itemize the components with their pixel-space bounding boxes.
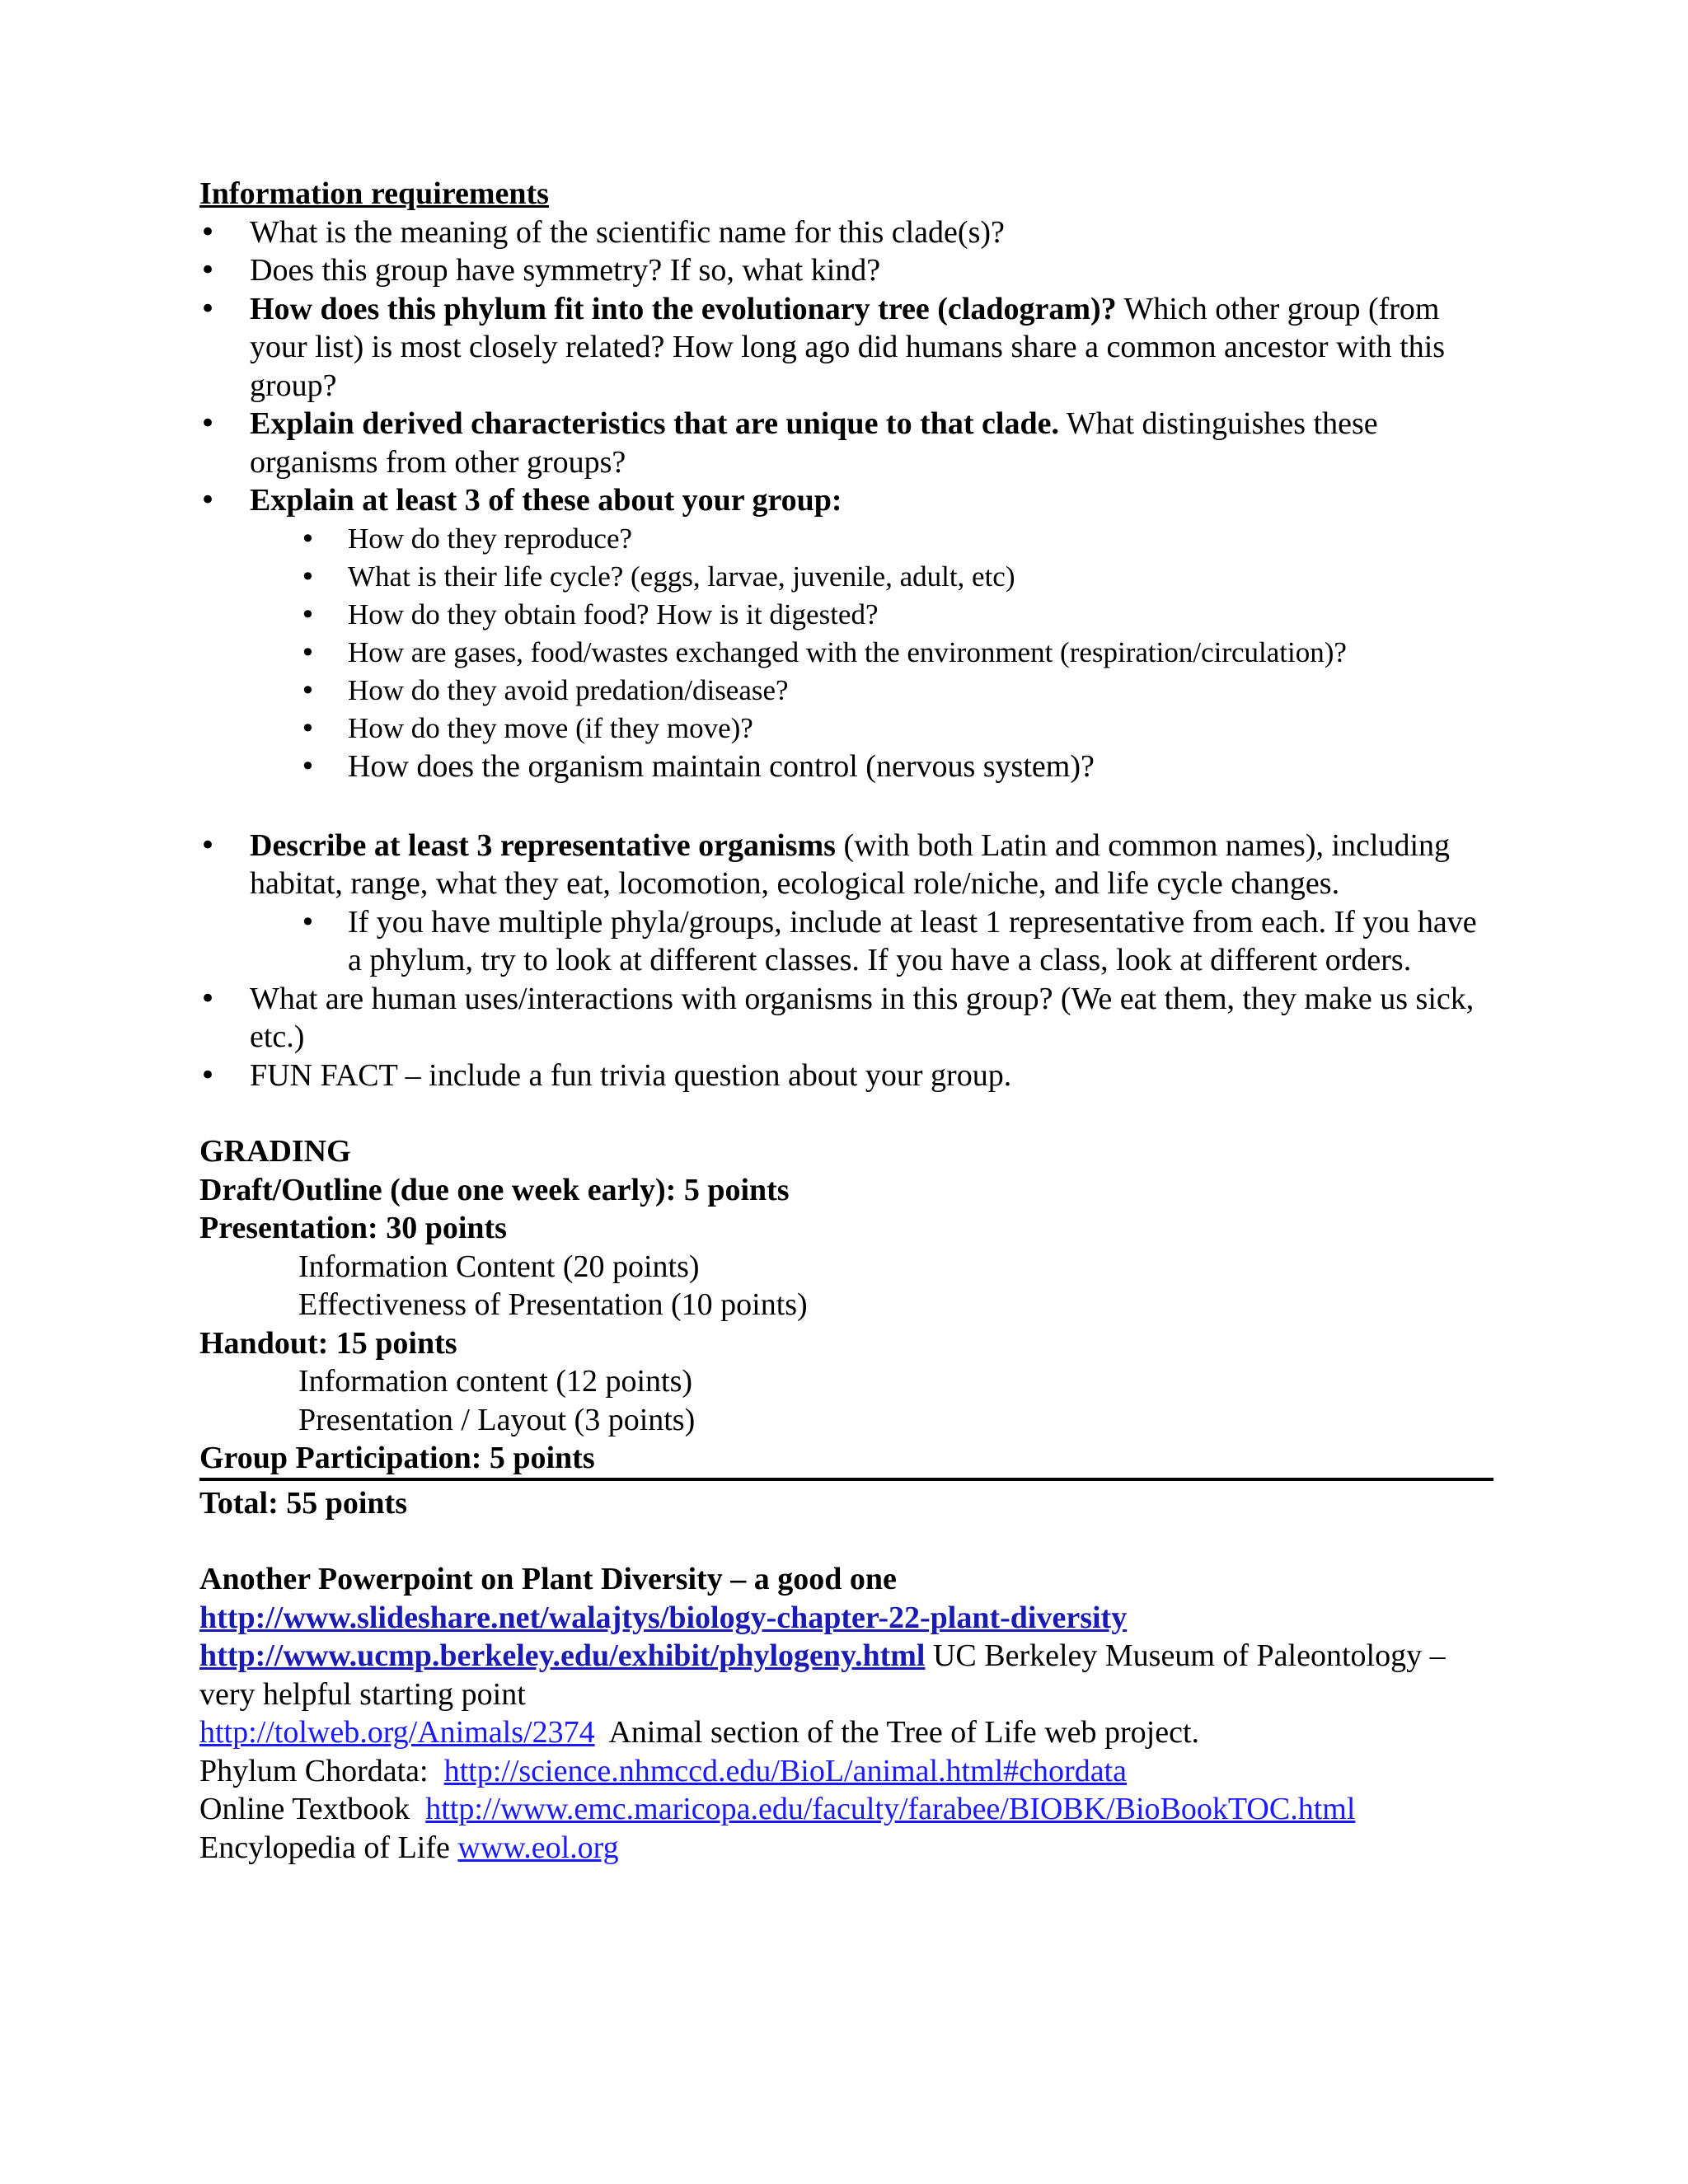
- info-bullet-list: [199, 213, 1493, 520]
- sub-list-item: • How do they obtain food? How is it digested?: [199, 596, 1493, 634]
- bullet-bold-text: Explain at least 3 of these about your group:: [250, 483, 842, 518]
- sub-bullet-list: [199, 520, 1493, 785]
- list-item: [199, 980, 1493, 1057]
- spacer: [199, 1522, 1493, 1560]
- document-page: [199, 175, 1493, 1867]
- grading-presentation: Presentation: 30 points: [199, 1211, 507, 1245]
- sub-list-item: • How do they reproduce?: [199, 520, 1493, 558]
- bullet-bold-text: Explain derived characteristics that are unique to that clade.: [250, 406, 1059, 441]
- bullet-text: (with both Latin and common names), including habitat, range, what they eat, locomotion, ecological role/niche, and life cycle changes.: [250, 827, 1451, 901]
- extra-bullet-list: [199, 980, 1493, 1095]
- bullet-text: Which other group (from your list) is most closely related? How long ago did humans share a common ancestor with this group?: [250, 291, 1446, 403]
- list-item: [199, 827, 1493, 903]
- organisms-sub-list: [199, 903, 1493, 980]
- list-item: [199, 481, 1493, 520]
- grading-presentation-item: Effectiveness of Presentation (10 points): [298, 1287, 808, 1322]
- bullet-text: What are human uses/interactions with organisms in this group? (We eat them, they make us sick, etc.): [250, 981, 1475, 1054]
- organisms-bullet-list: [199, 827, 1493, 903]
- sub-list-item: • How do they avoid predation/disease?: [199, 672, 1493, 710]
- resource-desc-ucmp: UC Berkeley Museum of Paleontology – very helpful starting point: [199, 1638, 1446, 1712]
- bullet-text: What is the meaning of the scientific name for this clade(s)?: [250, 214, 1005, 250]
- bullet-text: What distinguishes these organisms from other groups?: [250, 406, 1378, 480]
- sub-list-item: • How does the organism maintain control (nervous system)?: [199, 748, 1493, 785]
- spacer: [199, 1094, 1493, 1132]
- resources-heading: Another Powerpoint on Plant Diversity – a good one: [199, 1562, 897, 1596]
- sub-list-item: • What is their life cycle? (eggs, larvae, juvenile, adult, etc): [199, 558, 1493, 596]
- grading-draft: Draft/Outline (due one week early): 5 points: [199, 1172, 790, 1207]
- list-item: [199, 1057, 1493, 1095]
- list-item: [199, 405, 1493, 481]
- resource-link-textbook[interactable]: http://www.emc.maricopa.edu/faculty/farabee/BIOBK/BioBookTOC.html: [425, 1792, 1356, 1826]
- textbook-label: Online Textbook: [199, 1792, 426, 1826]
- bullet-text: FUN FACT – include a fun trivia question about your group.: [250, 1057, 1012, 1093]
- resource-link-tolweb[interactable]: http://tolweb.org/Animals/2374: [199, 1715, 595, 1750]
- resource-link-eol[interactable]: www.eol.org: [457, 1830, 619, 1865]
- info-heading: Information requirements: [199, 176, 549, 211]
- grading-presentation-item: Information Content (20 points): [298, 1249, 700, 1284]
- grading-section: [199, 1132, 1493, 1522]
- list-item: [199, 290, 1493, 405]
- sub-list-item: • How do they move (if they move)?: [199, 710, 1493, 748]
- list-item: [199, 213, 1493, 252]
- bullet-text: Does this group have symmetry? If so, what kind?: [250, 253, 881, 288]
- resource-link-chordata[interactable]: http://science.nhmccd.edu/BioL/animal.html#chordata: [443, 1753, 1127, 1788]
- grading-total: Total: 55 points: [199, 1485, 407, 1521]
- bullet-bold-text: Describe at least 3 representative organisms: [250, 827, 836, 863]
- resource-link-ucmp[interactable]: http://www.ucmp.berkeley.edu/exhibit/phylogeny.html: [199, 1638, 926, 1673]
- grading-heading: GRADING: [199, 1134, 351, 1169]
- eol-label: Encylopedia of Life: [199, 1830, 458, 1865]
- sub-list-item: • How are gases, food/wastes exchanged with the environment (respiration/circulation)?: [199, 634, 1493, 672]
- bullet-bold-text: How does this phylum fit into the evolutionary tree (cladogram)?: [250, 291, 1117, 326]
- grading-handout-item: Presentation / Layout (3 points): [298, 1402, 696, 1437]
- resource-link-slideshare[interactable]: http://www.slideshare.net/walajtys/biology-chapter-22-plant-diversity: [199, 1600, 1128, 1635]
- spacer: [199, 785, 1493, 827]
- grading-participation: Group Participation: 5 points: [199, 1439, 1493, 1481]
- sub-list-item: • If you have multiple phyla/groups, include at least 1 representative from each. If you have a phylum, try to look at different classes. If you have a class, look at different orders.: [199, 903, 1493, 980]
- resources-section: [199, 1560, 1493, 1867]
- chordata-label: Phylum Chordata:: [199, 1753, 444, 1788]
- resource-desc-tolweb: Animal section of the Tree of Life web project.: [594, 1715, 1200, 1750]
- grading-handout-item: Information content (12 points): [298, 1364, 693, 1399]
- list-item: [199, 251, 1493, 290]
- grading-handout: Handout: 15 points: [199, 1325, 457, 1361]
